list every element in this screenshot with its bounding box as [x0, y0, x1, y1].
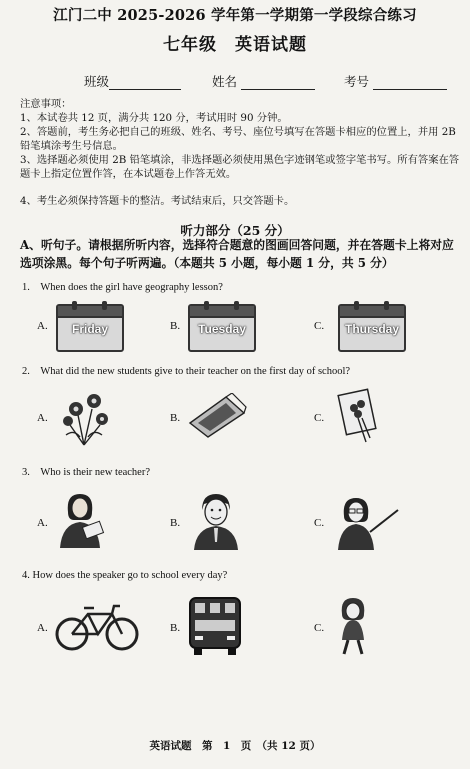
class-label: 班级 [84, 74, 110, 89]
calendar-tuesday-icon [188, 304, 256, 352]
q1-option-b: B. [170, 320, 181, 332]
class-field [84, 72, 181, 90]
notice-heading: 注意事项： [20, 98, 72, 110]
question-3: 3. Who is their new teacher? [22, 467, 150, 478]
section-title: 听力部分（25 分） [180, 223, 290, 238]
section-instruction: A、听句子。请根据所听内容，选择符合题意的图画回答问题，并在答题卡上将对应选项涂黑。每个句子听两遍。（本题共 5 小题，每小题 1 分，共 5 分） [20, 238, 454, 270]
card-icon [186, 393, 248, 439]
teacher-pointer-icon [334, 494, 400, 550]
name-field [212, 72, 315, 90]
calendar-day-c: Thursday [344, 322, 399, 336]
q3-option-c: C. [314, 517, 325, 529]
question-1: 1. When does the girl have geography lesson? [22, 282, 223, 293]
notice-item-1: 1、本试卷共 12 页，满分共 120 分，考试用时 90 分钟。 [20, 112, 288, 124]
flowers-icon [56, 385, 112, 447]
exam-title: 江门二中 2025-2026 学年第一学期第一学段综合练习 [53, 7, 417, 24]
id-field [344, 72, 447, 90]
calendar-thursday-icon [338, 304, 406, 352]
exam-subtitle: 七年级 英语试题 [163, 35, 307, 55]
name-label: 姓名 [212, 74, 238, 89]
female-teacher-icon [54, 490, 108, 548]
calendar-day-b: Tuesday [198, 322, 246, 336]
q1-option-a: A. [37, 320, 48, 332]
bouquet-card-icon [336, 388, 382, 446]
question-4: 4. How does the speaker go to school every day? [22, 570, 228, 581]
calendar-friday-icon [56, 304, 124, 352]
q2-option-c: C. [314, 412, 325, 424]
q2-option-a: A. [37, 412, 48, 424]
notice-item-2: 2、答题前，考生务必把自己的班级、姓名、考号、座位号填写在答题卡相应的位置上，并用 2B 铅笔填涂考生号信息。 [20, 126, 456, 153]
q4-option-a: A. [37, 622, 48, 634]
page-footer: 英语试题 第 1 页 （共 12 页） [149, 740, 321, 752]
q3-option-b: B. [170, 517, 181, 529]
q2-option-b: B. [170, 412, 181, 424]
q3-option-a: A. [37, 517, 48, 529]
q1-option-c: C. [314, 320, 325, 332]
calendar-day-a: Friday [71, 322, 108, 336]
bicycle-icon [54, 600, 140, 652]
q4-option-c: C. [314, 622, 325, 634]
id-label: 考号 [344, 74, 370, 89]
notice-item-3: 3、选择题必须使用 2B 铅笔填涂，非选择题必须使用黑色字迹钢笔或签字笔书写。所有答案在答题卡上指定位置作答，在本试题卷上作答无效。 [20, 154, 460, 181]
walking-girl-icon [336, 596, 370, 656]
question-2: 2. What did the new students give to their teacher on the first day of school? [22, 366, 351, 377]
male-teacher-icon [190, 492, 240, 550]
q4-option-b: B. [170, 622, 181, 634]
bus-icon [186, 594, 244, 656]
notice-item-4: 4、考生必须保持答题卡的整洁。考试结束后，只交答题卡。 [20, 195, 295, 207]
